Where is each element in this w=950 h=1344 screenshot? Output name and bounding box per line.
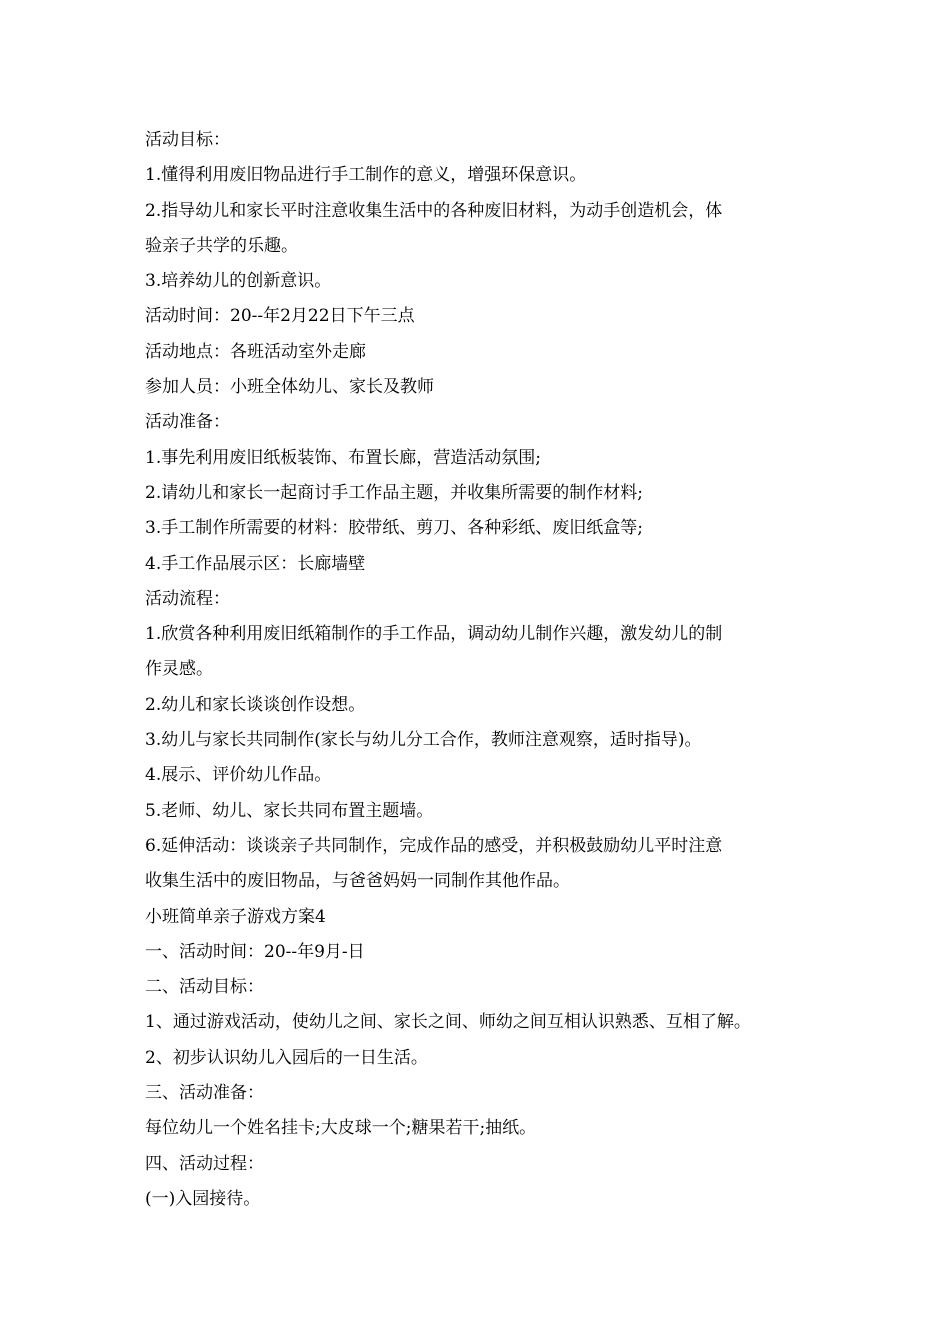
paragraph-line: 2.请幼儿和家长一起商讨手工作品主题，并收集所需要的制作材料;: [145, 482, 643, 503]
section-heading-preparation: 活动准备：: [145, 412, 230, 433]
paragraph-line: 验亲子共学的乐趣。: [145, 235, 298, 256]
paragraph-line: 作灵感。: [145, 659, 213, 680]
paragraph-line: 6.延伸活动：谈谈亲子共同制作，完成作品的感受，并积极鼓励幼儿平时注意: [145, 835, 723, 856]
paragraph-line: 3.手工制作所需要的材料：胶带纸、剪刀、各种彩纸、废旧纸盒等;: [145, 518, 643, 539]
paragraph-line: 4.展示、评价幼儿作品。: [145, 765, 332, 786]
section-heading-process: 活动流程：: [145, 588, 230, 609]
paragraph-line: 1.事先利用废旧纸板装饰、布置长廊，营造活动氛围;: [145, 447, 541, 468]
paragraph-line: 一、活动时间：20--年9月-日: [145, 941, 365, 962]
paragraph-line: 四、活动过程：: [145, 1153, 264, 1174]
paragraph-line: 2、初步认识幼儿入园后的一日生活。: [145, 1047, 428, 1068]
document-body: [145, 123, 825, 1217]
paragraph-line: 2.指导幼儿和家长平时注意收集生活中的各种废旧材料，为动手创造机会，体: [145, 200, 723, 221]
participants: 参加人员：小班全体幼儿、家长及教师: [145, 377, 434, 398]
paragraph-line: 4.手工作品展示区：长廊墙壁: [145, 553, 366, 574]
activity-location: 活动地点：各班活动室外走廊: [145, 341, 366, 362]
paragraph-line: 2.幼儿和家长谈谈创作设想。: [145, 694, 366, 715]
paragraph-line: 3.幼儿与家长共同制作(家长与幼儿分工合作，教师注意观察，适时指导)。: [145, 730, 702, 751]
paragraph-line: 1.懂得利用废旧物品进行手工制作的意义，增强环保意识。: [145, 165, 587, 186]
paragraph-line: 3.培养幼儿的创新意识。: [145, 271, 332, 292]
section-heading-goals: 活动目标：: [145, 130, 230, 150]
paragraph-line: 1、通过游戏活动，使幼儿之间、家长之间、师幼之间互相认识熟悉、互相了解。: [145, 1012, 751, 1033]
paragraph-line: (一)入园接待。: [145, 1188, 261, 1209]
paragraph-line: 每位幼儿一个姓名挂卡;大皮球一个;糖果若干;抽纸。: [145, 1118, 537, 1139]
paragraph-line: 5.老师、幼儿、家长共同布置主题墙。: [145, 800, 434, 821]
paragraph-line: 二、活动目标：: [145, 977, 264, 998]
paragraph-line: 收集生活中的废旧物品，与爸爸妈妈一同制作其他作品。: [145, 871, 570, 892]
activity-time: 活动时间：20--年2月22日下午三点: [145, 306, 415, 327]
paragraph-line: 1.欣赏各种利用废旧纸箱制作的手工作品，调动幼儿制作兴趣，激发幼儿的制: [145, 624, 723, 645]
paragraph-line: 三、活动准备：: [145, 1083, 264, 1104]
plan-title: 小班简单亲子游戏方案4: [145, 906, 326, 927]
